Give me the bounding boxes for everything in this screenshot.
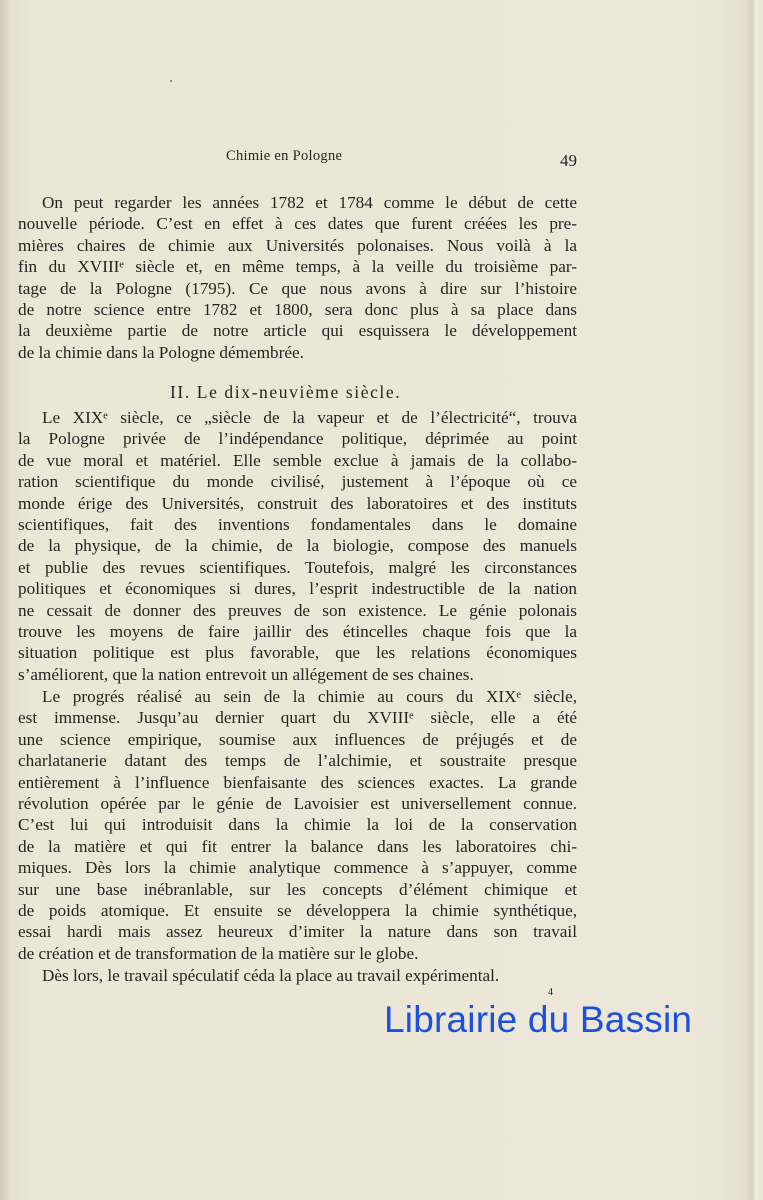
text-line: de la physique, de la chimie, de la biologie, compose des manuels [18, 536, 577, 556]
text-line: Le progrés réalisé au sein de la chimie au cours du XIXᵉ siècle, [42, 687, 577, 706]
text-line: et publie des revues scientifiques. Toutefois, malgré les circonstances [18, 557, 577, 577]
running-title: Chimie en Pologne [226, 148, 343, 164]
text-line: miques. Dès lors la chimie analytique commence à s’appuyer, comme [18, 858, 577, 878]
paragraph-4 [18, 965, 577, 986]
text-line: de vue moral et matériel. Elle semble exclue à jamais de la collabo- [18, 450, 577, 470]
text-line: charlatanerie datant des temps de l’alchimie, et soustraite presque [18, 751, 577, 771]
text-line: une science empirique, soumise aux influences de préjugés et de [18, 729, 577, 749]
text-line: essai hardi mais assez heureux d’imiter la nature dans son travail [18, 922, 577, 942]
text-line: fin du XVIIIᵉ siècle et, en même temps, à la veille du troisième par- [18, 257, 577, 277]
text-line: s’améliorent, que la nation entrevoit un allégement de ses chaines. [18, 664, 474, 684]
text-line: monde érige des Universités, construit des laboratoires et des instituts [18, 493, 577, 513]
text-line: C’est lui qui introduisit dans la chimie la loi de la conservation [18, 815, 577, 835]
text-line: révolution opérée par le génie de Lavoisier est universellement connue. [18, 793, 577, 813]
text-line: sur une base inébranlable, sur les concepts d’élément chimique et [18, 879, 577, 899]
signature-mark: 4 [548, 987, 553, 998]
text-line: la deuxième partie de notre article qui esquissera le développement [18, 321, 577, 341]
paragraph-1 [18, 192, 577, 363]
text-line: Le XIXᵉ siècle, ce „siècle de la vapeur et de l’électricité“, trouva [42, 408, 577, 427]
text-line: trouve les moyens de faire jaillir des étincelles chaque fois que la [18, 621, 577, 641]
page-number: 49 [560, 151, 577, 170]
text-line: scientifiques, fait des inventions fondamentales dans le domaine [18, 514, 577, 534]
text-line: On peut regarder les années 1782 et 1784 comme le début de cette [42, 193, 577, 212]
text-line: de poids atomique. Et ensuite se développera la chimie synthétique, [18, 900, 577, 920]
text-line: de création et de transformation de la matière sur le globe. [18, 943, 419, 963]
text-line: politiques et économiques si dures, l’esprit indestructible de la nation [18, 579, 577, 599]
section-heading: II. Le dix-neuvième siècle. [170, 382, 402, 402]
text-line: entièrement à l’influence bienfaisante des sciences exactes. La grande [18, 772, 577, 792]
text-line: la Pologne privée de l’indépendance politique, déprimée au point [18, 429, 577, 449]
text-line: mières chaires de chimie aux Universités polonaises. Nous voilà à la [18, 235, 577, 255]
text-line: de la chimie dans la Pologne démembrée. [18, 342, 304, 362]
speck [170, 80, 172, 82]
text-line: situation politique est plus favorable, que les relations économiques [18, 643, 577, 663]
paragraph-2 [18, 407, 577, 685]
text-line: Dès lors, le travail spéculatif céda la place au travail expérimental. [42, 966, 500, 985]
text-line: nouvelle période. C’est en effet à ces dates que furent créées les pre- [18, 214, 577, 234]
text-line: de la matière et qui fit entrer la balance dans les laboratoires chi- [18, 836, 577, 856]
text-line: ration scientifique du monde civilisé, justement à l’époque où ce [18, 472, 577, 492]
text-line: est immense. Jusqu’au dernier quart du XVIIIᵉ siècle, elle a été [18, 708, 577, 728]
watermark: Librairie du Bassin [384, 999, 693, 1040]
text-line: de notre science entre 1782 et 1800, sera donc plus à sa place dans [18, 299, 577, 319]
text-line: tage de la Pologne (1795). Ce que nous avons à dire sur l’histoire [18, 278, 577, 298]
text-line: ne cessait de donner des preuves de son existence. Le génie polonais [18, 600, 577, 620]
paragraph-3 [18, 686, 577, 964]
